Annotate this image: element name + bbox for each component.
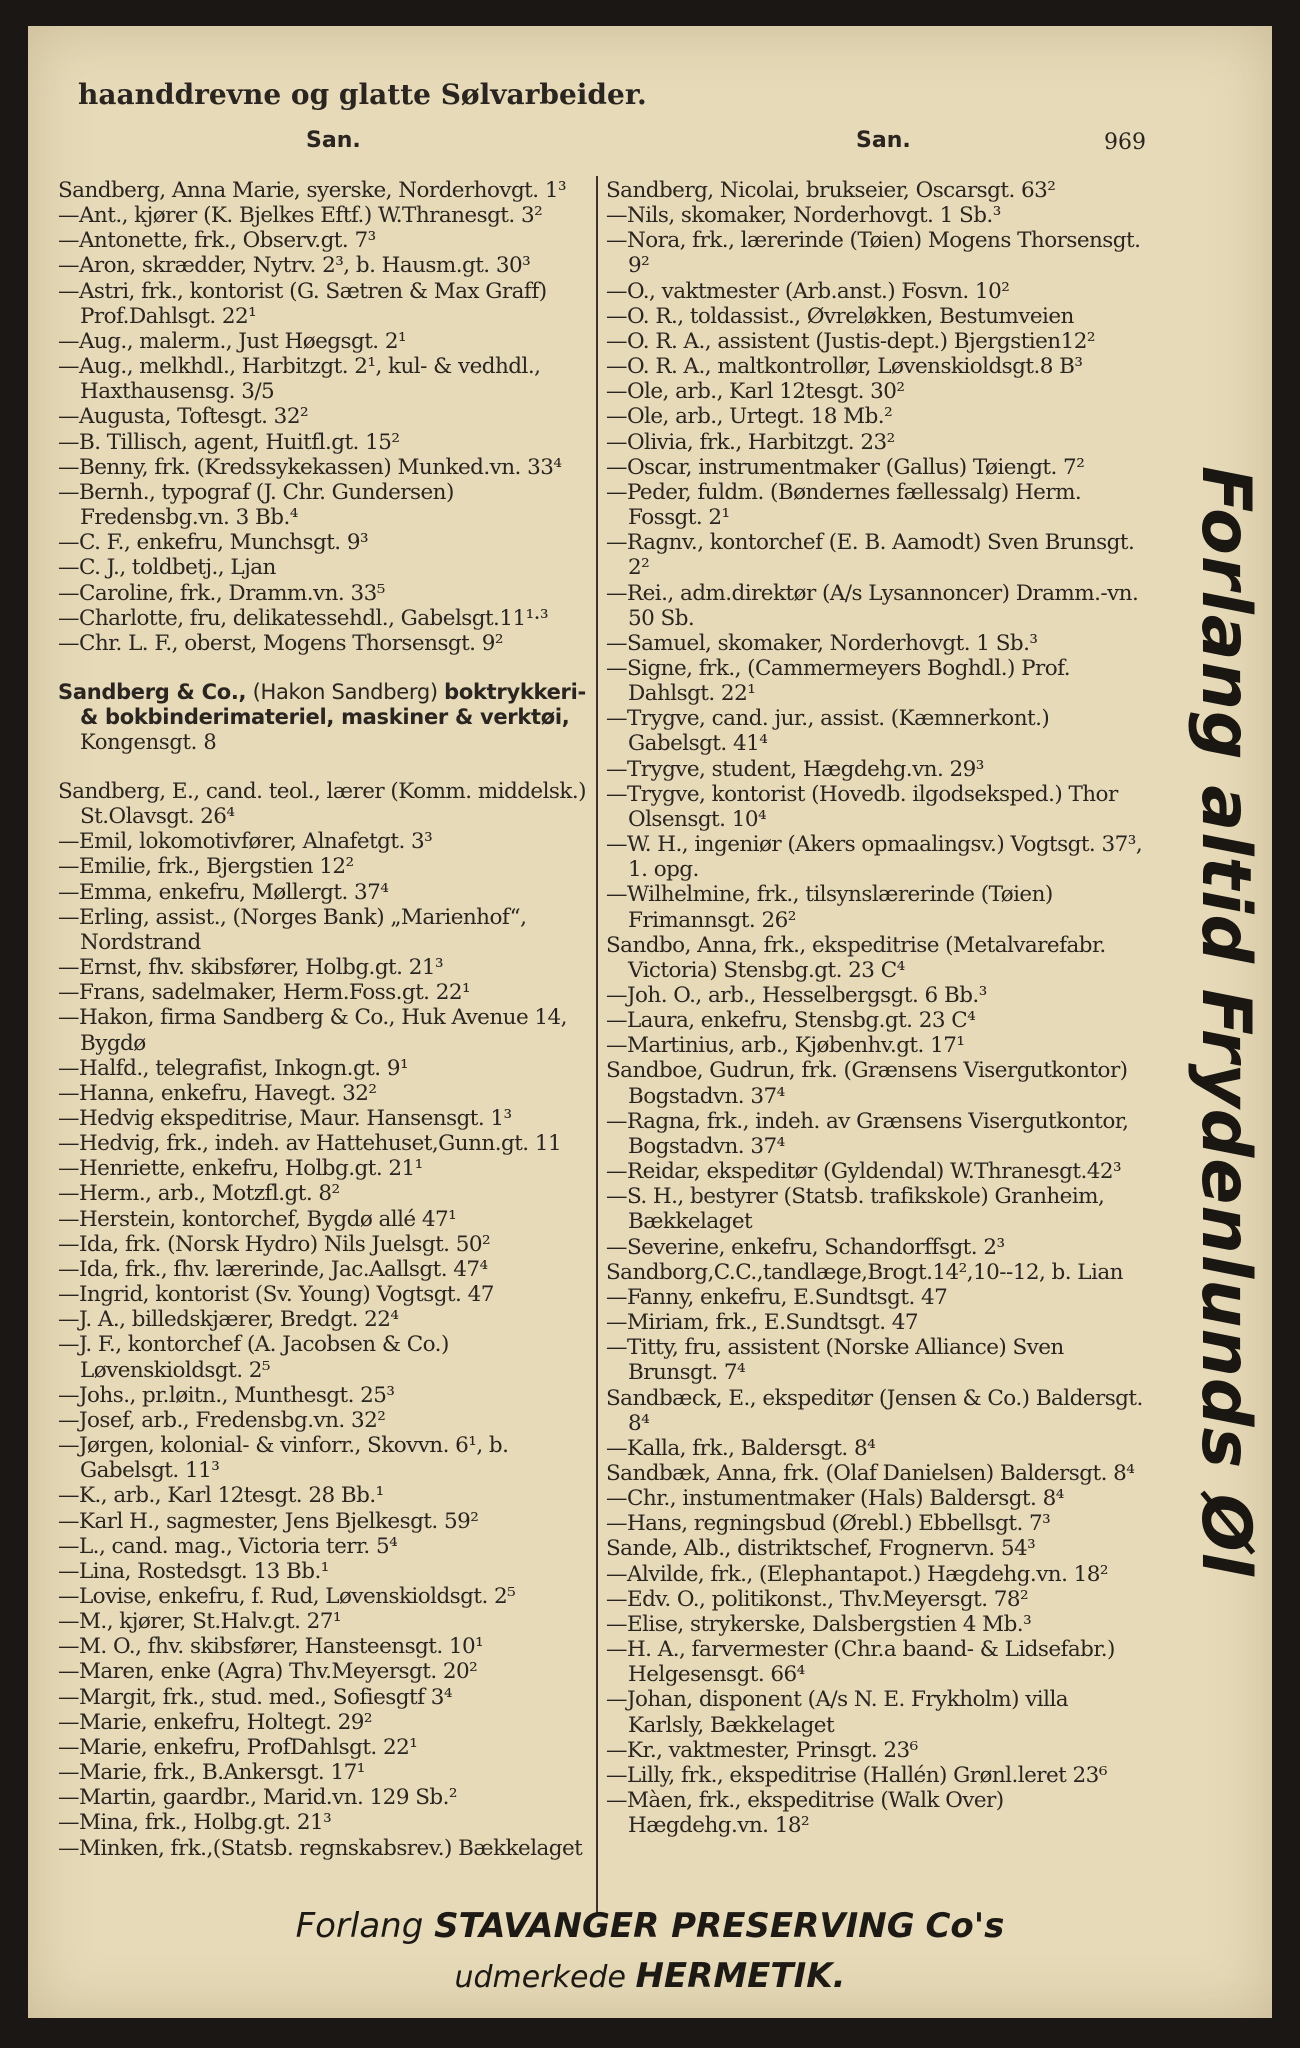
page-number: 969 (1104, 130, 1146, 155)
directory-page (28, 26, 1272, 2018)
directory-entry: —Alvilde, frk., (Elephantapot.) Hægdehg.vn. 18² (606, 1561, 1108, 1587)
directory-entry: —Benny, frk. (Kredssykekassen) Munked.vn. 33⁴ (58, 454, 562, 480)
directory-entry: —Maren, enke (Agra) Thv.Meyersgt. 20² (58, 1659, 478, 1685)
directory-entry: —Johan, disponent (A/s N. E. Frykholm) villa Karlsly, Bækkelaget (606, 1687, 1069, 1738)
directory-entry: —Erling, assist., (Norges Bank) „Marienhof“, Nordstrand (58, 904, 527, 955)
directory-entry: —Emilie, frk., Bjergstien 12² (58, 854, 354, 880)
directory-entry: —Kalla, frk., Baldersgt. 8⁴ (606, 1435, 876, 1461)
directory-entry: —O. R. A., maltkontrollør, Løvenskioldsgt.8 B³ (606, 354, 1083, 380)
directory-entry: Sandbo, Anna, frk., ekspeditrise (Metalvarefabr. Victoria) Stensbg.gt. 23 C⁴ (606, 932, 1106, 983)
directory-entry: —Màen, frk., ekspeditrise (Walk Over) Hægdehg.vn. 18² (606, 1788, 1004, 1839)
directory-entry: —Herstein, kontorchef, Bygdø allé 47¹ (58, 1206, 457, 1232)
directory-entry: —Halfd., telegrafist, Inkogn.gt. 9¹ (58, 1055, 409, 1081)
directory-entry: —Reidar, ekspeditør (Gyldendal) W.Thranesgt.42³ (606, 1159, 1122, 1185)
directory-entry: —Karl H., sagmester, Jens Bjelkesgt. 59² (58, 1508, 479, 1534)
directory-entry: —Aug., malerm., Just Høegsgt. 2¹ (58, 328, 407, 354)
directory-entry: —Aug., melkhdl., Harbitzgt. 2¹, kul- & vedhdl., Haxthausensg. 3/5 (58, 354, 541, 405)
directory-entry: —Ole, arb., Karl 12tesgt. 30² (606, 379, 905, 405)
directory-entry: Sandberg, Nicolai, brukseier, Oscarsgt. 63² (606, 178, 1056, 203)
left-entries-2 (58, 779, 590, 1861)
directory-entry: —O. R. A., assistent (Justis-dept.) Bjergstien12² (606, 328, 1095, 354)
directory-entry: Sandborg,C.C.,tandlæge,Brogt.14²,10--12, b. Lian (606, 1259, 1123, 1285)
directory-entry: —Caroline, frk., Dramm.vn. 33⁵ (58, 580, 385, 606)
directory-entry: —Mina, frk., Holbg.gt. 21³ (58, 1810, 332, 1836)
sandberg-co-advert (58, 680, 590, 755)
directory-entry: —Marie, enkefru, Holtegt. 29² (58, 1709, 372, 1735)
side-advert (1180, 466, 1270, 1577)
directory-entry: —Marie, frk., B.Ankersgt. 17¹ (58, 1760, 365, 1786)
directory-entry: —Hedvig ekspeditrise, Maur. Hansensgt. 1³ (58, 1106, 512, 1131)
directory-entry: —Martinius, arb., Kjøbenhv.gt. 17¹ (606, 1033, 965, 1059)
directory-entry: —Ernst, fhv. skibsfører, Holbg.gt. 21³ (58, 955, 444, 981)
directory-entry: —Samuel, skomaker, Norderhovgt. 1 Sb.³ (606, 630, 1038, 656)
directory-entry: —Kr., vaktmester, Prinsgt. 23⁶ (606, 1737, 918, 1763)
directory-entry: —Oscar, instrumentmaker (Gallus) Tøiengt. 7² (606, 454, 1085, 480)
directory-entry: —Charlotte, fru, delikatessehdl., Gabelsgt.11¹·³ (58, 605, 549, 631)
directory-entry: Sandbæk, Anna, frk. (Olaf Danielsen) Baldersgt. 8⁴ (606, 1460, 1135, 1486)
directory-entry: —K., arb., Karl 12tesgt. 28 Bb.¹ (58, 1483, 384, 1509)
directory-entry: —B. Tillisch, agent, Huitfl.gt. 15² (58, 429, 400, 455)
directory-entry: —Bernh., typograf (J. Chr. Gundersen) Fredensbg.vn. 3 Bb.⁴ (58, 479, 454, 531)
directory-entry: —W. H., ingeniør (Akers opmaalingsv.) Vogtsgt. 37³, 1. opg. (606, 832, 1143, 883)
directory-entry: —S. H., bestyrer (Statsb. trafikskole) Granheim, Bækkelaget (606, 1184, 1105, 1235)
directory-entry: —Frans, sadelmaker, Herm.Foss.gt. 22¹ (58, 980, 471, 1006)
directory-entry: —Olivia, frk., Harbitzgt. 23² (606, 429, 895, 455)
ad-hermetik: HERMETIK. (635, 1956, 846, 1996)
directory-entry: —Hanna, enkefru, Havegt. 32² (58, 1080, 377, 1106)
directory-entry: —Nils, skomaker, Norderhovgt. 1 Sb.³ (606, 203, 1001, 229)
directory-entry: Sandberg, Anna Marie, syerske, Norderhovgt. 1³ (58, 178, 567, 203)
directory-entry: —Fanny, enkefru, E.Sundtsgt. 47 (606, 1284, 948, 1310)
directory-entry: —Trygve, student, Hægdehg.vn. 29³ (606, 756, 984, 782)
sandberg-co-address: Kongensgt. 8 (80, 729, 217, 754)
directory-entry: —Ingrid, kontorist (Sv. Young) Vogtsgt. 47 (58, 1282, 494, 1308)
directory-entry: —Elise, strykerske, Dalsbergstien 4 Mb.³ (606, 1611, 1032, 1637)
directory-entry: —Signe, frk., (Cammermeyers Boghdl.) Prof. Dahlsgt. 22¹ (606, 655, 1071, 707)
top-heading: haanddrevne og glatte Sølvarbeider. (78, 78, 647, 111)
left-column-header: San. (306, 128, 361, 153)
right-column-header: San. (856, 128, 911, 153)
directory-entry: —C. J., toldbetj., Ljan (58, 555, 276, 581)
directory-entry: —L., cand. mag., Victoria terr. 5⁴ (58, 1533, 398, 1559)
directory-entry: —J. F., kontorchef (A. Jacobsen & Co.) Løvenskioldsgt. 2⁵ (58, 1332, 449, 1383)
directory-entry: Sandbæck, E., ekspeditør (Jensen & Co.) Baldersgt. 8⁴ (606, 1385, 1143, 1436)
directory-entry: —Titty, fru, assistent (Norske Alliance) Sven Brunsgt. 7⁴ (606, 1335, 1064, 1386)
directory-entry: —O. R., toldassist., Øvreløkken, Bestumveien (606, 303, 1074, 329)
directory-entry: —Ida, frk., fhv. lærerinde, Jac.Aallsgt. 47⁴ (58, 1256, 488, 1282)
directory-entry: —Severine, enkefru, Schandorffsgt. 2³ (606, 1234, 1005, 1260)
directory-entry: —Peder, fuldm. (Bøndernes fællessalg) Herm. Fossgt. 2¹ (606, 479, 1082, 531)
directory-entry: —O., vaktmester (Arb.anst.) Fosvn. 10² (606, 278, 1010, 304)
directory-entry: —Martin, gaardbr., Marid.vn. 129 Sb.² (58, 1785, 457, 1811)
column-divider (596, 176, 598, 1916)
directory-entry: —Emma, enkefru, Møllergt. 37⁴ (58, 879, 389, 905)
directory-entry: —Herm., arb., Motzfl.gt. 8² (58, 1181, 340, 1207)
directory-entry: —Emil, lokomotivfører, Alnafetgt. 3³ (58, 829, 433, 855)
directory-entry: —Ragnv., kontorchef (E. B. Aamodt) Sven Brunsgt. 2² (606, 530, 1135, 581)
directory-entry: Sande, Alb., distriktschef, Frognervn. 54³ (606, 1536, 1036, 1562)
directory-entry: —Chr., instumentmaker (Hals) Baldersgt. 8⁴ (606, 1486, 1064, 1512)
directory-entry: —M. O., fhv. skibsfører, Hansteensgt. 10¹ (58, 1634, 484, 1660)
directory-entry: —Jørgen, kolonial- & vinforr., Skovvn. 6¹, b. Gabelsgt. 11³ (58, 1433, 509, 1484)
directory-entry: —Nora, frk., lærerinde (Tøien) Mogens Thorsensgt. 9² (606, 228, 1141, 279)
directory-entry: —Ragna, frk., indeh. av Grænsens Visergutkontor, Bogstadvn. 37⁴ (606, 1108, 1129, 1159)
directory-entry: —Hakon, firma Sandberg & Co., Huk Avenue 14, Bygdø (58, 1005, 567, 1056)
directory-entry: —Margit, frk., stud. med., Sofiesgtf 3⁴ (58, 1684, 452, 1710)
left-column (58, 178, 590, 1861)
directory-entry: —Ole, arb., Urtegt. 18 Mb.² (606, 404, 893, 430)
directory-entry: —H. A., farvermester (Chr.a baand- & Lidsefabr.) Helgesensgt. 66⁴ (606, 1637, 1115, 1688)
directory-entry: —Trygve, cand. jur., assist. (Kæmnerkont.) Gabelsgt. 41⁴ (606, 706, 1050, 757)
directory-entry: —Edv. O., politikonst., Thv.Meyersgt. 78² (606, 1586, 1029, 1612)
ad-company: STAVANGER PRESERVING (434, 1906, 915, 1946)
directory-entry: —Rei., adm.direktør (A/s Lysannoncer) Dramm.-vn. 50 Sb. (606, 580, 1139, 631)
right-entries (606, 178, 1146, 1838)
directory-entry: —Miriam, frk., E.Sundtsgt. 47 (606, 1310, 919, 1336)
directory-entry: —Astri, frk., kontorist (G. Sætren & Max Graff) Prof.Dahlsgt. 22¹ (58, 278, 547, 329)
directory-entry: —Lovise, enkefru, f. Rud, Løvenskioldsgt. 2⁵ (58, 1583, 516, 1609)
directory-entry: —Lilly, frk., ekspeditrise (Hallén) Grønl.leret 23⁶ (606, 1762, 1107, 1788)
ad-cos: Co's (925, 1906, 1005, 1946)
directory-entry: Sandberg, E., cand. teol., lærer (Komm. middelsk.) St.Olavsgt. 26⁴ (58, 778, 587, 830)
directory-entry: —Ant., kjører (K. Bjelkes Eftf.) W.Thranesgt. 3² (58, 203, 543, 229)
directory-entry: —Marie, enkefru, ProfDahlsgt. 22¹ (58, 1734, 418, 1760)
ad-udmerkede: udmerkede (454, 1960, 626, 1995)
directory-entry: —Henriette, enkefru, Holbg.gt. 21¹ (58, 1156, 423, 1182)
directory-entry: —Minken, frk.,(Statsb. regnskabsrev.) Bækkelaget (58, 1835, 583, 1861)
sandberg-co-trade: boktrykkeri- & bokbinderimateriel, maskiner & verktøi, (80, 679, 586, 729)
directory-entry: —Johs., pr.løitn., Munthesgt. 25³ (58, 1382, 395, 1408)
directory-entry: —Joh. O., arb., Hesselbergsgt. 6 Bb.³ (606, 983, 987, 1008)
directory-entry: —Hedvig, frk., indeh. av Hattehuset,Gunn.gt. 11 (58, 1131, 562, 1157)
directory-entry: —Lina, Rostedsgt. 13 Bb.¹ (58, 1558, 329, 1584)
ad-forlang: Forlang (295, 1906, 424, 1946)
directory-entry: —M., kjører, St.Halv.gt. 27¹ (58, 1609, 341, 1635)
sandberg-co-owner: (Hakon Sandberg) (252, 679, 438, 704)
directory-entry: —Chr. L. F., oberst, Mogens Thorsensgt. 9² (58, 630, 503, 656)
directory-entry: —Laura, enkefru, Stensbg.gt. 23 C⁴ (606, 1008, 976, 1034)
directory-entry: —C. F., enkefru, Munchsgt. 9³ (58, 530, 369, 556)
directory-entry: —Josef, arb., Fredensbg.vn. 32² (58, 1407, 386, 1433)
directory-entry: —Hans, regningsbud (Ørebl.) Ebbellsgt. 7³ (606, 1511, 1051, 1537)
directory-entry: —Augusta, Toftesgt. 32² (58, 404, 309, 430)
bottom-advert-line2 (28, 1956, 1272, 1996)
directory-entry: —Ida, frk. (Norsk Hydro) Nils Juelsgt. 50² (58, 1231, 491, 1257)
sandberg-co-name: Sandberg & Co., (58, 679, 247, 704)
directory-entry: —J. A., billedskjærer, Bredgt. 22⁴ (58, 1307, 399, 1333)
directory-entry: —Trygve, kontorist (Hovedb. ilgodseksped.) Thor Olsensgt. 10⁴ (606, 781, 1118, 832)
side-advert-text: Forlang altid Frydenlunds Øl (1186, 466, 1265, 1577)
directory-entry: —Wilhelmine, frk., tilsynslærerinde (Tøien) Frimannsgt. 26² (606, 882, 1053, 933)
directory-entry: —Aron, skrædder, Nytrv. 2³, b. Hausm.gt. 30³ (58, 253, 531, 279)
left-entries (58, 178, 590, 656)
directory-entry: —Antonette, frk., Observ.gt. 7³ (58, 228, 376, 254)
directory-entry: Sandboe, Gudrun, frk. (Grænsens Visergutkontor) Bogstadvn. 37⁴ (606, 1058, 1128, 1109)
right-column (606, 178, 1146, 1838)
bottom-advert-line1 (28, 1906, 1272, 1946)
